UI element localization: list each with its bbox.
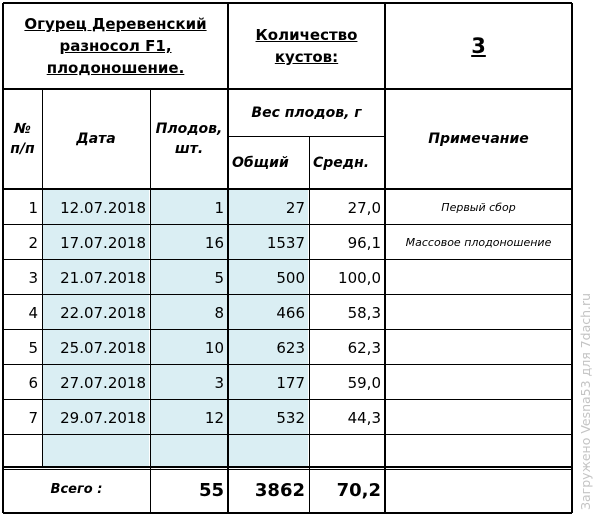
col-header-weight-total: Общий <box>232 154 289 171</box>
grid-line <box>3 466 572 468</box>
grid-line <box>3 188 572 190</box>
bushes-label-line-2: кустов: <box>274 48 339 66</box>
row-note <box>385 365 572 400</box>
row-weight-avg: 58,3 <box>347 303 381 322</box>
grid-line <box>3 329 572 330</box>
row-number: 3 <box>28 268 38 287</box>
row-note: Первый сбор <box>441 201 516 214</box>
row-weight-avg: 27,0 <box>347 198 381 217</box>
grid-line <box>3 434 572 435</box>
row-number: 2 <box>28 233 38 252</box>
row-weight-avg: 100,0 <box>338 268 381 287</box>
row-fruits: 10 <box>204 338 224 357</box>
row-note <box>385 295 572 330</box>
row-note <box>385 330 572 365</box>
grid-line <box>3 469 572 470</box>
row-weight-total: 466 <box>276 303 305 322</box>
grid-line <box>384 3 386 513</box>
grid-line <box>227 3 229 513</box>
watermark: Загружено Vesna53 для 7dach.ru <box>578 292 593 510</box>
row-number: 7 <box>28 408 38 427</box>
row-number: 6 <box>28 373 38 392</box>
row-number: 1 <box>28 198 38 217</box>
grid-line <box>228 136 385 137</box>
row-date: 21.07.2018 <box>60 268 146 287</box>
grid-line <box>309 136 310 513</box>
grid-line <box>3 294 572 295</box>
row-date: 22.07.2018 <box>60 303 146 322</box>
row-date: 12.07.2018 <box>60 198 146 217</box>
title-line-1: Огурец Деревенский <box>24 15 207 33</box>
totals-fruits: 55 <box>198 479 224 501</box>
totals-weight-total: 3862 <box>254 479 305 501</box>
title-line-3: плодоношение. <box>46 59 185 77</box>
row-fruits: 1 <box>214 198 224 217</box>
row-weight-total: 500 <box>276 268 305 287</box>
grid-line <box>42 89 43 467</box>
grid-line <box>2 3 4 513</box>
row-note <box>385 400 572 435</box>
row-weight-total: 623 <box>276 338 305 357</box>
row-weight-avg: 96,1 <box>347 233 381 252</box>
grid-line <box>3 399 572 400</box>
row-note <box>385 260 572 295</box>
table-title <box>3 3 228 89</box>
grid-line <box>3 2 572 4</box>
row-weight-total: 177 <box>276 373 305 392</box>
totals-weight-avg: 70,2 <box>336 479 381 501</box>
grid-line <box>3 512 572 514</box>
bushes-label-line-1: Количество <box>255 26 358 44</box>
row-weight-total: 1537 <box>266 233 305 252</box>
totals-label: Всего : <box>50 482 103 497</box>
row-number: 4 <box>28 303 38 322</box>
row-weight-avg: 62,3 <box>347 338 381 357</box>
col-header-note: Примечание <box>428 131 529 147</box>
col-header-weight-avg: Средн. <box>313 154 370 171</box>
row-date: 27.07.2018 <box>60 373 146 392</box>
row-weight-avg: 59,0 <box>347 373 381 392</box>
row-date: 17.07.2018 <box>60 233 146 252</box>
row-fruits: 8 <box>214 303 224 322</box>
col-header-date: Дата <box>76 131 116 147</box>
row-weight-total: 27 <box>285 198 305 217</box>
row-fruits: 5 <box>214 268 224 287</box>
col-header-fruits: Плодов, шт. <box>155 121 223 157</box>
title-line-2: разносол F1, <box>59 37 172 55</box>
col-header-weight-group: Вес плодов, г <box>251 104 362 121</box>
grid-line <box>3 224 572 225</box>
row-number: 5 <box>28 338 38 357</box>
row-fruits: 3 <box>214 373 224 392</box>
row-fruits: 16 <box>204 233 224 252</box>
row-weight-avg: 44,3 <box>347 408 381 427</box>
grid-line <box>150 89 151 513</box>
col-header-number: № п/п <box>10 121 35 157</box>
grid-line <box>571 3 573 513</box>
bushes-label <box>228 3 385 89</box>
row-note: Массовое плодоношение <box>405 236 552 249</box>
bushes-value: 3 <box>471 34 486 58</box>
row-date: 29.07.2018 <box>60 408 146 427</box>
row-date: 25.07.2018 <box>60 338 146 357</box>
grid-line <box>3 364 572 365</box>
row-fruits: 12 <box>204 408 224 427</box>
grid-line <box>3 259 572 260</box>
row-weight-total: 532 <box>276 408 305 427</box>
grid-line <box>3 88 572 90</box>
